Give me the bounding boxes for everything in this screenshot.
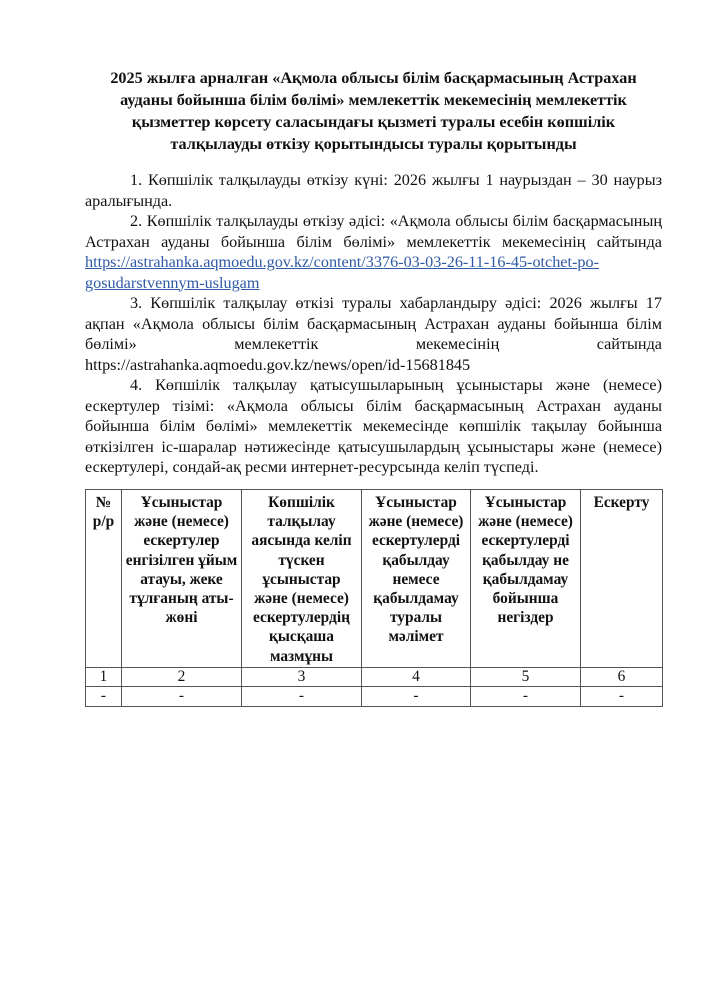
header-grounds: Ұсыныстар және (немесе) ескертулерді қабылдау не қабылдамау бойынша негіздер (471, 490, 581, 668)
table-cell: 1 (86, 667, 122, 687)
table-cell: 2 (122, 667, 242, 687)
paragraph-1 (85, 170, 662, 211)
header-number: № р/р (86, 490, 122, 668)
table-cell: 6 (581, 667, 663, 687)
table-cell: - (471, 687, 581, 707)
table-cell: - (86, 687, 122, 707)
table-cell: - (122, 687, 242, 707)
news-url-text: https://astrahanka.aqmoedu.gov.kz/news/open/id-15681845 (85, 355, 471, 374)
header-note: Ескерту (581, 490, 663, 668)
table-row (86, 687, 663, 707)
table-cell: 3 (242, 667, 362, 687)
paragraph-1-text: 1. Көпшілік талқылауды өткізу күні: 2026 жылғы 1 наурыздан – 30 наурыз аралығында. (85, 171, 662, 210)
table-cell: 4 (362, 667, 471, 687)
paragraph-3-text: 3. Көпшілік талқылау өткізі туралы хабарландыру әдісі: 2026 жылғы 17 ақпан «Ақмола облысы білім басқармасының Астрахан ауданы бойынша білім бөлімі» мемлекеттік мекемесінің сайтында (85, 294, 662, 353)
paragraph-4 (85, 375, 662, 478)
header-organization: Ұсыныстар және (немесе) ескертулер енгізілген ұйым атауы, жеке тұлғаның аты-жөні (122, 490, 242, 668)
paragraph-2-text: 2. Көпшілік талқылауды өткізу әдісі: «Ақмола облысы білім басқармасының Астрахан ауданы бойынша білім бөлімі» мемлекеттік мекемесінің сайтында (85, 212, 662, 251)
table-header-row (86, 490, 663, 668)
paragraph-4-text: 4. Көпшілік талқылау қатысушыларының ұсыныстары және (немесе) ескертулер тізімі: «Ақмола облысы білім басқармасының Астрахан ауданы бойынша білім бөлімі» мемлекеттік мекемесінде көпшілік тақылау бойынша өткізілген іс-шаралар нәтижесінде қатысушылардың ұсыныстары және (немесе) ескертулері, сондай-ақ ресми интернет-ресурсында келіп түспеді. (85, 376, 662, 476)
table-cell: - (242, 687, 362, 707)
document-page (85, 67, 662, 478)
header-summary: Көпшілік талқылау аясында келіп түскен ұсыныстар және (немесе) ескертулердің қысқаша мазмұны (242, 490, 362, 668)
paragraph-3 (85, 293, 662, 375)
table-cell: - (362, 687, 471, 707)
paragraph-2 (85, 211, 662, 293)
proposals-table (85, 489, 663, 707)
table-row (86, 667, 663, 687)
table-cell: - (581, 687, 663, 707)
document-title: 2025 жылға арналған «Ақмола облысы білім басқармасының Астрахан ауданы бойынша білім бөлімі» мемлекеттік мекемесінің мемлекеттік қызметтер көрсету саласындағы қызметі туралы есебін көпшілік талқылауды өткізу қорытындысы туралы қорытынды (110, 69, 637, 153)
services-report-link[interactable]: https://astrahanka.aqmoedu.gov.kz/content/3376-03-03-26-11-16-45-otchet-po-gosudarstvennym-uslugam (85, 253, 599, 292)
table-cell: 5 (471, 667, 581, 687)
header-decision: Ұсыныстар және (немесе) ескертулерді қабылдау немесе қабылдамау туралы мәлімет (362, 490, 471, 668)
